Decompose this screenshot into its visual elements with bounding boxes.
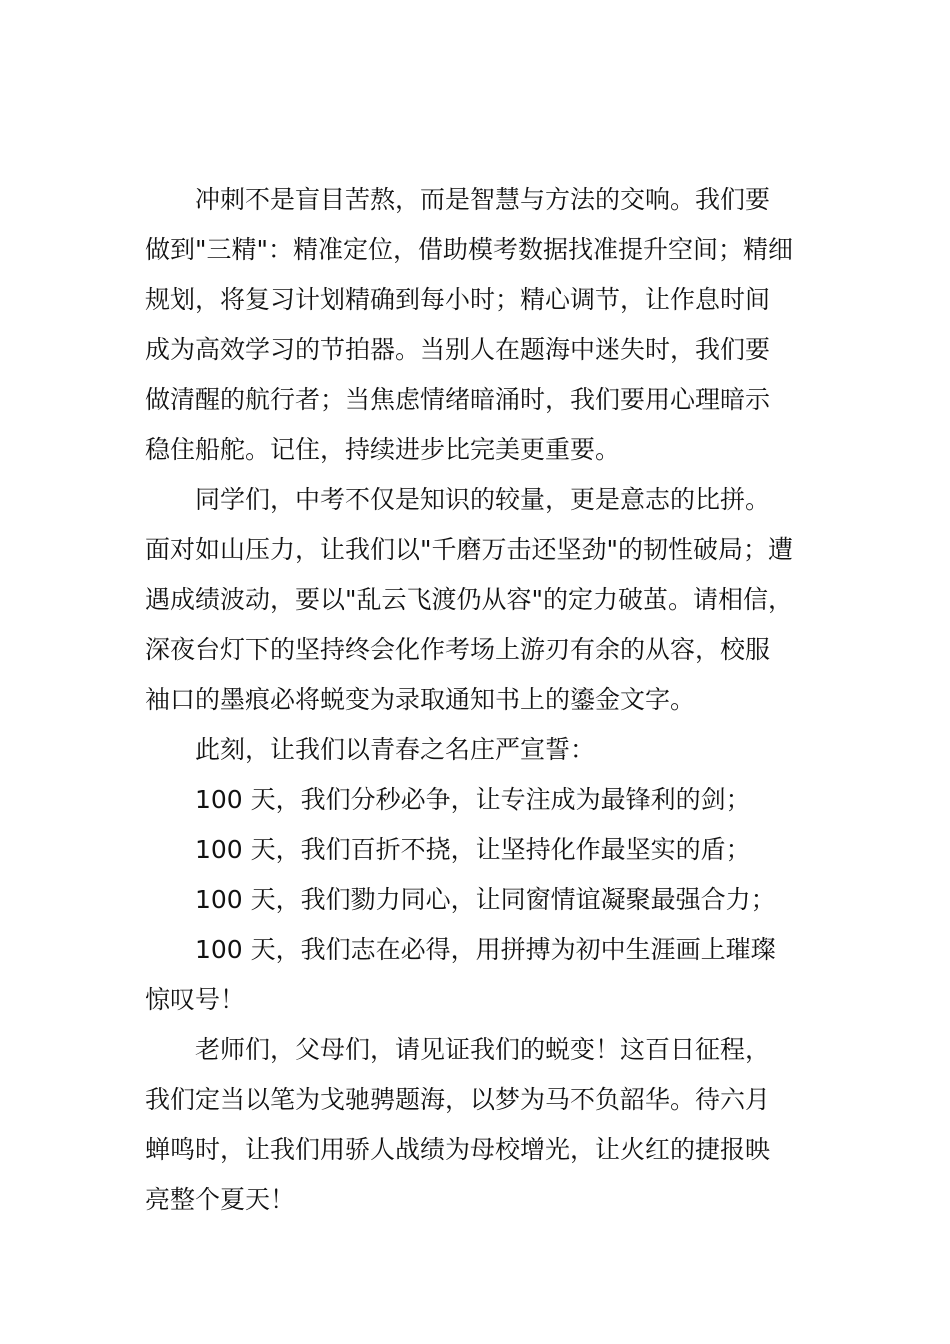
text-line: 做到"三精"：精准定位，借助模考数据找准提升空间；精细: [145, 235, 794, 264]
text-line: 我们定当以笔为戈驰骋题海，以梦为马不负韶华。待六月: [145, 1085, 771, 1114]
paragraph-oath-intro: [145, 725, 810, 775]
paragraph-willpower: [145, 475, 810, 725]
text-line: 做清醒的航行者；当焦虑情绪暗涌时，我们要用心理暗示: [145, 385, 771, 414]
paragraph-closing: [145, 1025, 810, 1225]
text-line: 蝉鸣时，让我们用骄人战绩为母校增光，让火红的捷报映: [145, 1135, 771, 1164]
paragraph-oath-2: [145, 825, 810, 875]
text-line: 100 天，我们分秒必争，让专注成为最锋利的剑；: [195, 785, 751, 814]
text-line: 冲刺不是盲目苦熬，而是智慧与方法的交响。我们要: [195, 185, 771, 214]
text-line: 面对如山压力，让我们以"千磨万击还坚劲"的韧性破局；遭: [145, 535, 794, 564]
text-line: 稳住船舵。记住，持续进步比完美更重要。: [145, 435, 621, 464]
text-line: 亮整个夏天！: [145, 1185, 296, 1214]
text-line: 同学们，中考不仅是知识的较量，更是意志的比拼。: [195, 485, 771, 514]
text-line: 惊叹号！: [145, 985, 246, 1014]
text-line: 袖口的墨痕必将蜕变为录取通知书上的鎏金文字。: [145, 685, 696, 714]
text-line: 成为高效学习的节拍器。当别人在题海中迷失时，我们要: [145, 335, 771, 364]
paragraph-sprint-method: [145, 175, 810, 475]
text-line: 100 天，我们勠力同心，让同窗情谊凝聚最强合力；: [195, 885, 776, 914]
paragraph-oath-1: [145, 775, 810, 825]
text-line: 100 天，我们百折不挠，让坚持化作最坚实的盾；: [195, 835, 751, 864]
text-line: 100 天，我们志在必得，用拼搏为初中生涯画上璀璨: [195, 935, 776, 964]
text-line: 老师们，父母们，请见证我们的蜕变！这百日征程，: [195, 1035, 771, 1064]
text-line: 遇成绩波动，要以"乱云飞渡仍从容"的定力破茧。请相信，: [145, 585, 794, 614]
text-line: 此刻，让我们以青春之名庄严宣誓：: [195, 735, 596, 764]
document-body: [145, 175, 810, 1225]
paragraph-oath-3: [145, 875, 810, 925]
paragraph-oath-4: [145, 925, 810, 1025]
text-line: 规划，将复习计划精确到每小时；精心调节，让作息时间: [145, 285, 771, 314]
text-line: 深夜台灯下的坚持终会化作考场上游刃有余的从容，校服: [145, 635, 771, 664]
